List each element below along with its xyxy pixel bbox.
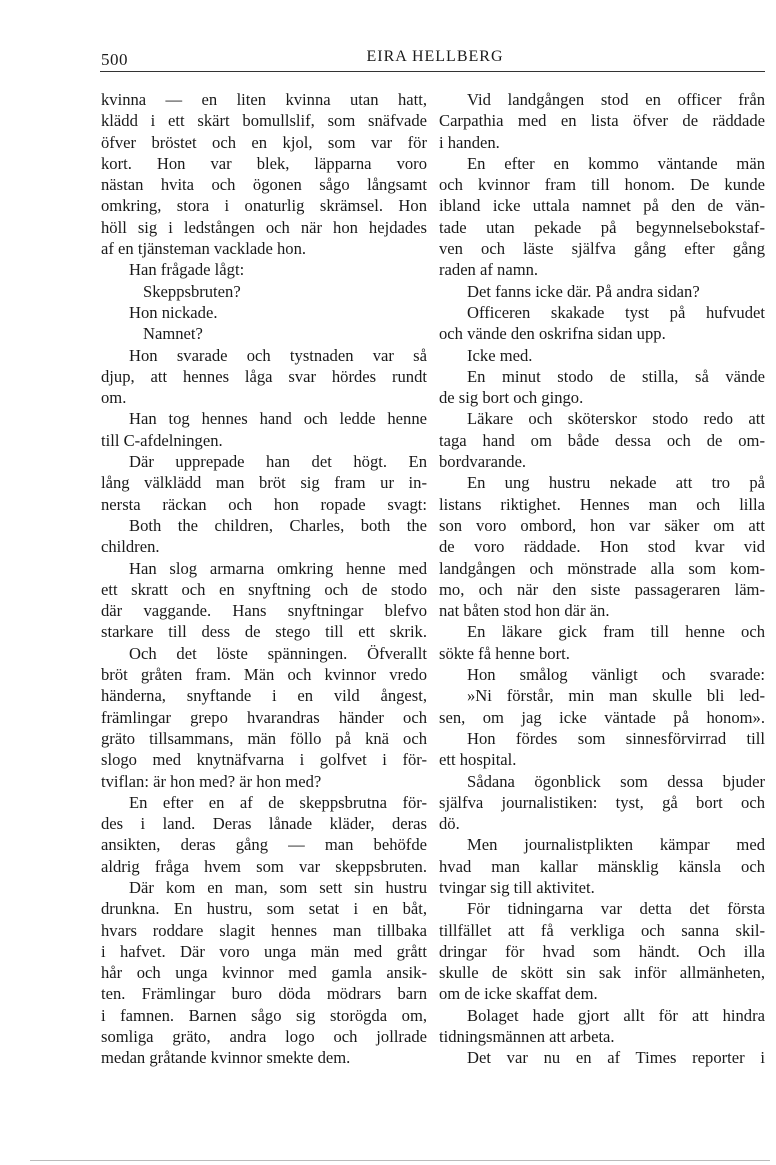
- text-line: taga hand om både dessa och de om-: [439, 430, 765, 450]
- text-line: kort. Hon var blek, läpparna voro: [101, 153, 427, 173]
- text-line: Hon nickade.: [129, 302, 218, 322]
- text-line: Officeren skakade tyst på hufvudet: [467, 302, 765, 322]
- running-head: EIRA HELLBERG: [366, 48, 504, 65]
- text-line: Bolaget hade gjort allt för att hindra: [467, 1005, 765, 1025]
- text-line: Vid landgången stod en officer från: [467, 90, 765, 109]
- scan-edge-line: [30, 1160, 770, 1161]
- text-line: En minut stodo de stilla, så vände: [467, 366, 765, 386]
- text-line: En läkare gick fram till henne och: [467, 622, 765, 642]
- text-line: somliga gräto, andra logo och jollrade: [101, 1027, 427, 1047]
- text-line: Carpathia med en lista öfver de räddade: [439, 111, 765, 131]
- right-text-column: [439, 89, 765, 1069]
- text-line: En efter en kommo väntande män: [467, 153, 765, 173]
- text-line: Läkare och sköterskor stodo redo att: [467, 409, 765, 429]
- text-line: dringar för hvad som händt. Och illa: [439, 941, 765, 961]
- text-line: mo, och när den siste passageraren läm-: [439, 579, 765, 599]
- text-line: En efter en af de skeppsbrutna för-: [129, 792, 427, 812]
- text-line: starkare till dess de stego till ett skrik.: [101, 622, 427, 642]
- text-line: raden af namn.: [439, 260, 539, 280]
- text-line: Namnet?: [143, 324, 203, 344]
- text-line: höll sig i ledstången och när hon hejdades: [101, 217, 427, 237]
- text-line: de sig bort och gingo.: [439, 388, 584, 408]
- text-line: ansikten, deras gång — man behöfde: [101, 835, 427, 855]
- text-line: om de icke skaffat dem.: [439, 984, 598, 1004]
- text-line: öfver bröstet och en kjol, som var för: [101, 132, 427, 152]
- text-line: »Ni förstår, min man skulle bli led-: [467, 686, 765, 706]
- text-line: children.: [101, 537, 160, 557]
- header-rule: [100, 71, 765, 72]
- text-line: själfva journalistiken: tyst, gå bort och: [439, 792, 765, 812]
- text-line: de voro räddade. Hon stod kvar vid: [439, 537, 765, 557]
- text-line: Han frågade lågt:: [129, 260, 245, 280]
- text-line: nat båten stod hon där än.: [439, 601, 610, 621]
- text-line: Hon fördes som sinnesförvirrad till: [467, 728, 765, 748]
- text-line: Men journalistplikten kämpar med: [467, 835, 765, 855]
- text-line: Both the children, Charles, both the: [129, 515, 427, 535]
- text-line: Och det löste spänningen. Öfverallt: [129, 643, 427, 663]
- text-line: tviflan: är hon med? är hon med?: [101, 771, 322, 791]
- text-line: kvinna — en liten kvinna utan hatt,: [101, 90, 427, 109]
- text-line: Hon svarade och tystnaden var så: [129, 345, 427, 365]
- text-line: tade utan pekade på begynnelsebokstaf-: [439, 217, 765, 237]
- left-text-column: [101, 89, 427, 1069]
- text-line: hvars roddare slagit hennes man tillbaka: [101, 920, 427, 940]
- text-line: lång välklädd man bröt sig fram ur in-: [101, 473, 427, 493]
- text-line: bröt gråten fram. Män och kvinnor vredo: [101, 665, 427, 685]
- text-line: tvingar sig till aktivitet.: [439, 877, 595, 897]
- text-line: ten. Främlingar buro döda mödrars barn: [101, 984, 427, 1004]
- text-line: Där upprepade han det högt. En: [129, 452, 427, 472]
- text-line: landgången och mönstrade alla som kom-: [439, 558, 765, 578]
- text-line: son voro ombord, hon var säker om att: [439, 515, 765, 535]
- text-line: Sådana ögonblick som dessa bjuder: [467, 771, 765, 791]
- text-line: och vände den oskrifna sidan upp.: [439, 324, 666, 344]
- text-line: ven och läste själfva gång efter gång: [439, 239, 765, 259]
- text-line: bordvarande.: [439, 452, 527, 472]
- text-line: i hafvet. Där voro unga män med grått: [101, 941, 427, 961]
- text-line: händerna, snyftande i en vild ångest,: [101, 686, 427, 706]
- text-line: Han slog armarna omkring henne med: [129, 558, 427, 578]
- text-line: hår och unga kvinnor med gamla ansik-: [101, 963, 427, 983]
- text-line: ett skratt och en snyftning och de stodo: [101, 579, 427, 599]
- text-line: listans riktighet. Hennes man och lilla: [439, 494, 765, 514]
- text-line: där vaggande. Hans snyftningar blefvo: [101, 601, 427, 621]
- text-line: Det var nu en af Times reporter i: [467, 1048, 765, 1068]
- text-line: om.: [101, 388, 127, 408]
- text-line: slogo med knytnäfvarna i golfvet i för-: [101, 750, 427, 770]
- text-line: ett hospital.: [439, 750, 517, 770]
- text-line: och kvinnor fram till honom. De kunde: [439, 175, 765, 195]
- text-line: klädd i ett skärt bomullslif, som snäfvade: [101, 111, 427, 131]
- page-number: 500: [101, 50, 128, 69]
- text-line: En ung hustru nekade att tro på: [467, 473, 765, 493]
- text-line: ibland icke uttala namnet på den de vän-: [439, 196, 765, 216]
- text-line: nästan hvita och ögonen sågo långsamt: [101, 175, 427, 195]
- text-line: i famnen. Barnen sågo sig storögda om,: [101, 1005, 427, 1025]
- text-line: nersta räckan och hon ropade svagt:: [101, 494, 427, 514]
- text-line: djup, att hennes låga svar hördes rundt: [101, 366, 427, 386]
- text-line: omkring, stora i onaturlig skrämsel. Hon: [101, 196, 427, 216]
- text-line: hvad man kallar mänsklig känsla och: [439, 856, 765, 876]
- text-line: i handen.: [439, 132, 500, 152]
- text-line: dö.: [439, 814, 460, 834]
- text-line: Det fanns icke där. På andra sidan?: [467, 281, 700, 301]
- text-line: Icke med.: [467, 345, 533, 365]
- text-line: till C-afdelningen.: [101, 430, 223, 450]
- text-line: Hon smålog vänligt och svarade:: [467, 665, 765, 685]
- text-line: des i land. Deras lånade kläder, deras: [101, 814, 427, 834]
- text-line: gräto tillsammans, män föllo på knä och: [101, 728, 427, 748]
- text-line: Där kom en man, som sett sin hustru: [129, 877, 427, 897]
- text-line: sen, om jag icke väntade på honom».: [439, 707, 765, 727]
- text-line: medan gråtande kvinnor smekte dem.: [101, 1048, 351, 1068]
- text-line: af en tjänsteman vacklade hon.: [101, 239, 307, 259]
- text-line: drunkna. En hustru, som setat i en båt,: [101, 899, 427, 919]
- text-line: Han tog hennes hand och ledde henne: [129, 409, 427, 429]
- text-line: sökte få henne bort.: [439, 643, 570, 663]
- text-line: främlingar grepo hvarandras händer och: [101, 707, 427, 727]
- text-line: tidningsmännen att arbeta.: [439, 1027, 615, 1047]
- text-line: aldrig fråga hvem som var skeppsbruten.: [101, 856, 427, 876]
- text-line: För tidningarna var detta det första: [467, 899, 765, 919]
- text-line: Skeppsbruten?: [143, 281, 241, 301]
- text-line: tillfället att få verkliga och sanna skil-: [439, 920, 765, 940]
- text-line: skulle de skött sin sak inför allmänheten,: [439, 963, 765, 983]
